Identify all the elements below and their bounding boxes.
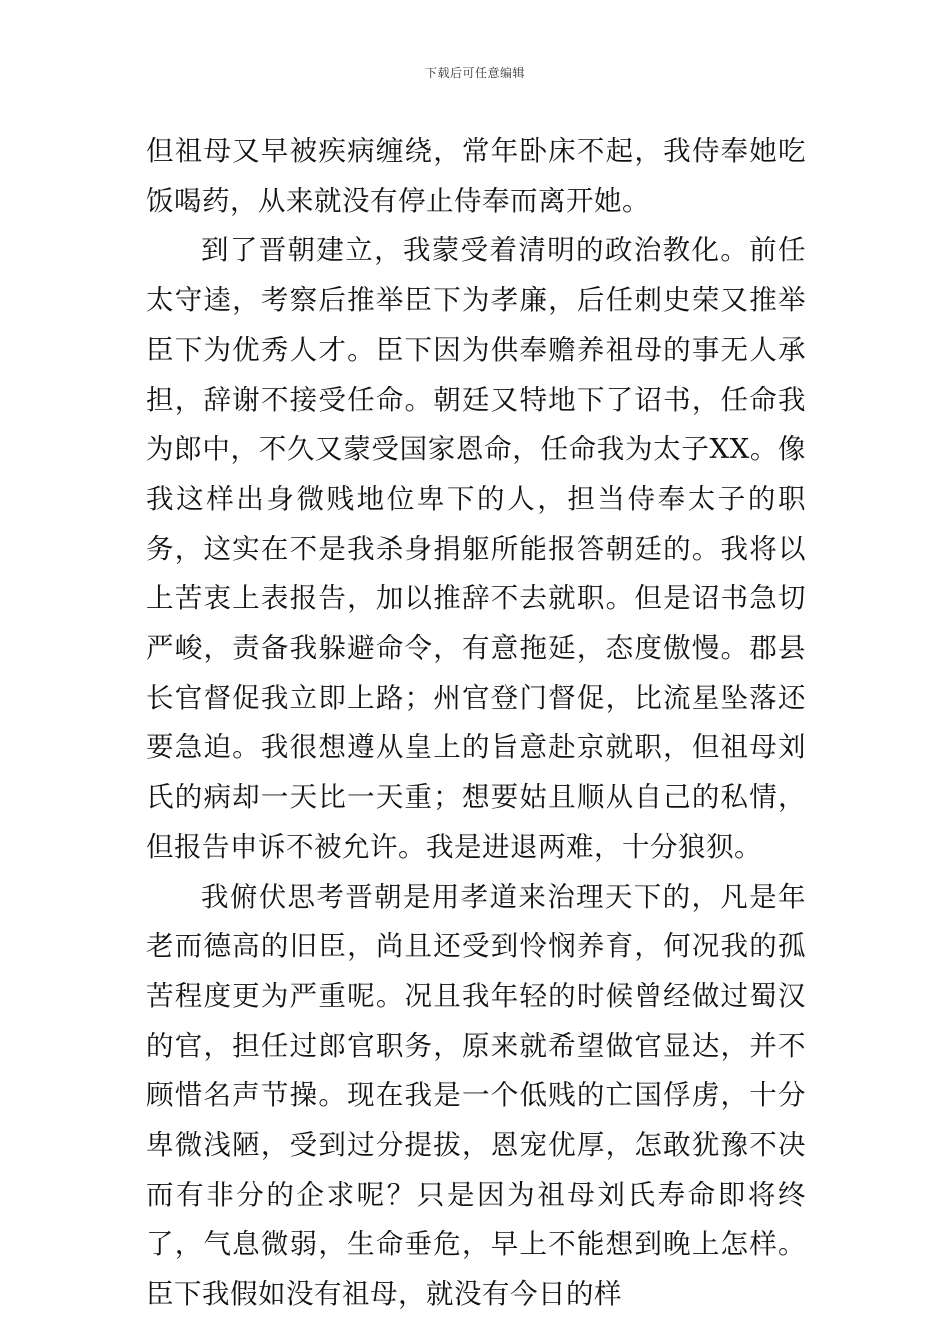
paragraph-continued: 但祖母又早被疾病缠绕，常年卧床不起，我侍奉她吃饭喝药，从来就没有停止侍奉而离开她。 xyxy=(146,135,806,217)
document-body xyxy=(146,127,806,1320)
paragraph: 我俯伏思考晋朝是用孝道来治理天下的，凡是年老而德高的旧臣，尚且还受到怜悯养育，何况我的孤苦程度更为严重呢。况且我年轻的时候曾经做过蜀汉的官，担任过郎官职务，原来就希望做官显达，并不顾惜名声节操。现在我是一个低贱的亡国俘虏，十分卑微浅陋，受到过分提拔，恩宠优厚，怎敢犹豫不决而有非分的企求呢？只是因为祖母刘氏寿命即将终了，气息微弱，生命垂危，早上不能想到晚上怎样。臣下我假如没有祖母，就没有今日的样 xyxy=(146,880,806,1311)
header-note: 下载后可任意编辑 xyxy=(424,66,525,80)
paragraph: 到了晋朝建立，我蒙受着清明的政治教化。前任太守逵，考察后推举臣下为孝廉，后任刺史荣又推举臣下为优秀人才。臣下因为供奉赡养祖母的事无人承担，辞谢不接受任命。朝廷又特地下了诏书，任命我为郎中，不久又蒙受国家恩命，任命我为太子XX。像我这样出身微贱地位卑下的人，担当侍奉太子的职务，这实在不是我杀身捐躯所能报答朝廷的。我将以上苦衷上表报告，加以推辞不去就职。但是诏书急切严峻，责备我躲避命令，有意拖延，态度傲慢。郡县长官督促我立即上路；州官登门督促，比流星坠落还要急迫。我很想遵从皇上的旨意赴京就职，但祖母刘氏的病却一天比一天重；想要姑且顺从自己的私情，但报告申诉不被允许。我是进退两难，十分狼狈。 xyxy=(146,234,806,863)
